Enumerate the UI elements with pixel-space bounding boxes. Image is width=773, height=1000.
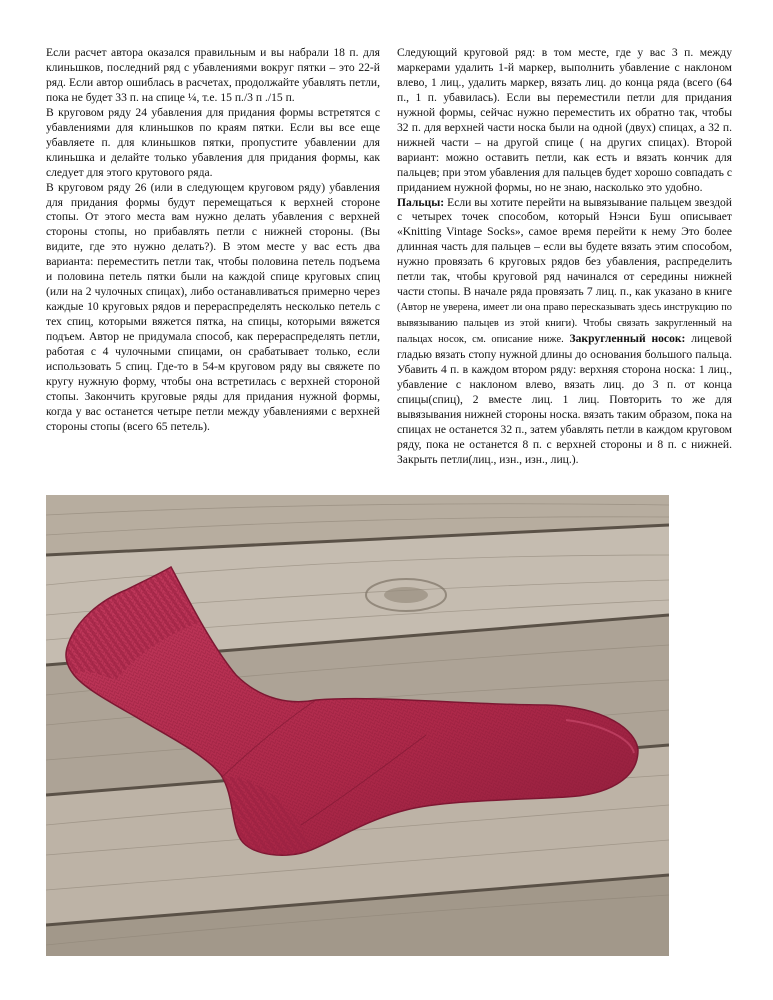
toes-note: (Автор не уверена, имеет ли она право пересказывать здесь инструкцию по вывязыванию пальцев из этой книги). Чтобы связать закругленный на пальцах носок, см. описание ниже. [397, 302, 732, 346]
left-paragraph-3: В круговом ряду 26 (или в следующем круговом ряду) убавления для придания формы будут перемещаться к верхней стороне стопы. От этого места вам нужно делать убавления с верхней стороны стопы, но прибавлять петли с нижней стороны. (Вы видите, где это нужно делать?). В этом месте у вас есть два варианта: переместить петли так, чтобы половина петель подъема и половина петель пятки были на каждой спице круговых спиц (или на 2 чулочных спицах), либо останавливаться примерно через каждые 10 круговых рядов и перераспределять несколько петель с тех спиц, которыми вяжется пятка, на спицы, которыми вяжется подъем. Автор не придумала способ, как перераспределять петли, работая с 4 чулочными спицами, он срабатывает только, если использовать 5 спиц. Где-то в 54-м круговом ряду вы свяжете по кругу нужную форму, чтобы она встретилась с верхней стороной стопы. Закончить круговые ряды для придания нужной формы, когда у вас останется четыре петли между убавлениями с верхней стороны стопы (всего 65 петель). [46, 180, 380, 433]
round-toe-text: лицевой гладью вязать стопу нужной длины до основания большого пальца. Убавить 4 п. в каждом втором ряду: верхняя сторона носка: 1 лиц., убавление с наклоном влево, вязать лиц. до 3 п. от конца спицы(спиц), 2 вместе лиц. 1 лиц. Повторить то же для вывязывания нижней стороны носка. вязать таким образом, пока на спицах не останется 32 п., затем убавлять петли в каждом круговом ряду, пока не останется 8 п. с верхней стороны и 8 п. с нижней. Закрыть петли(лиц., изн., изн., лиц.). [397, 332, 732, 466]
left-paragraph-2: В круговом ряду 24 убавления для придания формы встретятся с убавлениями для клиньшков по краям пятки. Если вы все еще убавляете п. для клиньшков пятки, пропустите убавлении для клиньшка и делайте только убавления для придания формы, как следует для этого крутового ряда. [46, 105, 380, 179]
left-text-column [46, 46, 380, 435]
round-toe-heading: Закругленный носок: [563, 332, 686, 346]
toes-heading: Пальцы: [397, 195, 445, 209]
left-paragraph-1: Если расчет автора оказался правильным и вы набрали 18 п. для клиньшков, последний ряд с убавлениями вокруг пятки – это 22-й ряд. Если автор ошиблась в расчетах, продолжайте убавлять петли, пока не будет 33 п. на спице ¼, т.е. 15 п./3 п ./15 п. [46, 46, 380, 104]
right-paragraph-2 [397, 196, 732, 468]
right-text-column [397, 46, 732, 468]
sock-photo [46, 495, 669, 956]
toes-text-a: Если вы хотите перейти на вывязывание пальцем звездой с четырех точек способом, который Нэнси Буш описывает «Knitting Vintage Socks», самое время перейти к нему Это более длинная часть для пальцев – если вы будете вязать этим способом, нужно провязать 6 круговых рядов без убавления, распределить петли так, чтобы круговой ряд начинался от середины нижней части стопы. В начале ряда провязать 7 лиц. п., как указано в книге [397, 195, 732, 299]
right-paragraph-1: Следующий круговой ряд: в том месте, где у вас 3 п. между маркерами удалить 1-й маркер, выполнить убавление с наклоном влево, 1 лиц., удалить маркер, вязать лиц. до конца ряда (всего (64 п., 1 п. убавилась). Если вы переместили петли для придания нужной формы, сейчас нужно переместить их обратно так, чтобы 32 п. для верхней части носка были на одной (двух) спицах, а 32 п. нижней части – на другой спице ( на других спицах). Второй вариант: можно оставить петли, как есть и вязать кончик для пальцев; при этом убавления для пальцев будет хорошо совпадать с приданием нужной формы, но не знаю, насколько это удобно. [397, 46, 732, 194]
